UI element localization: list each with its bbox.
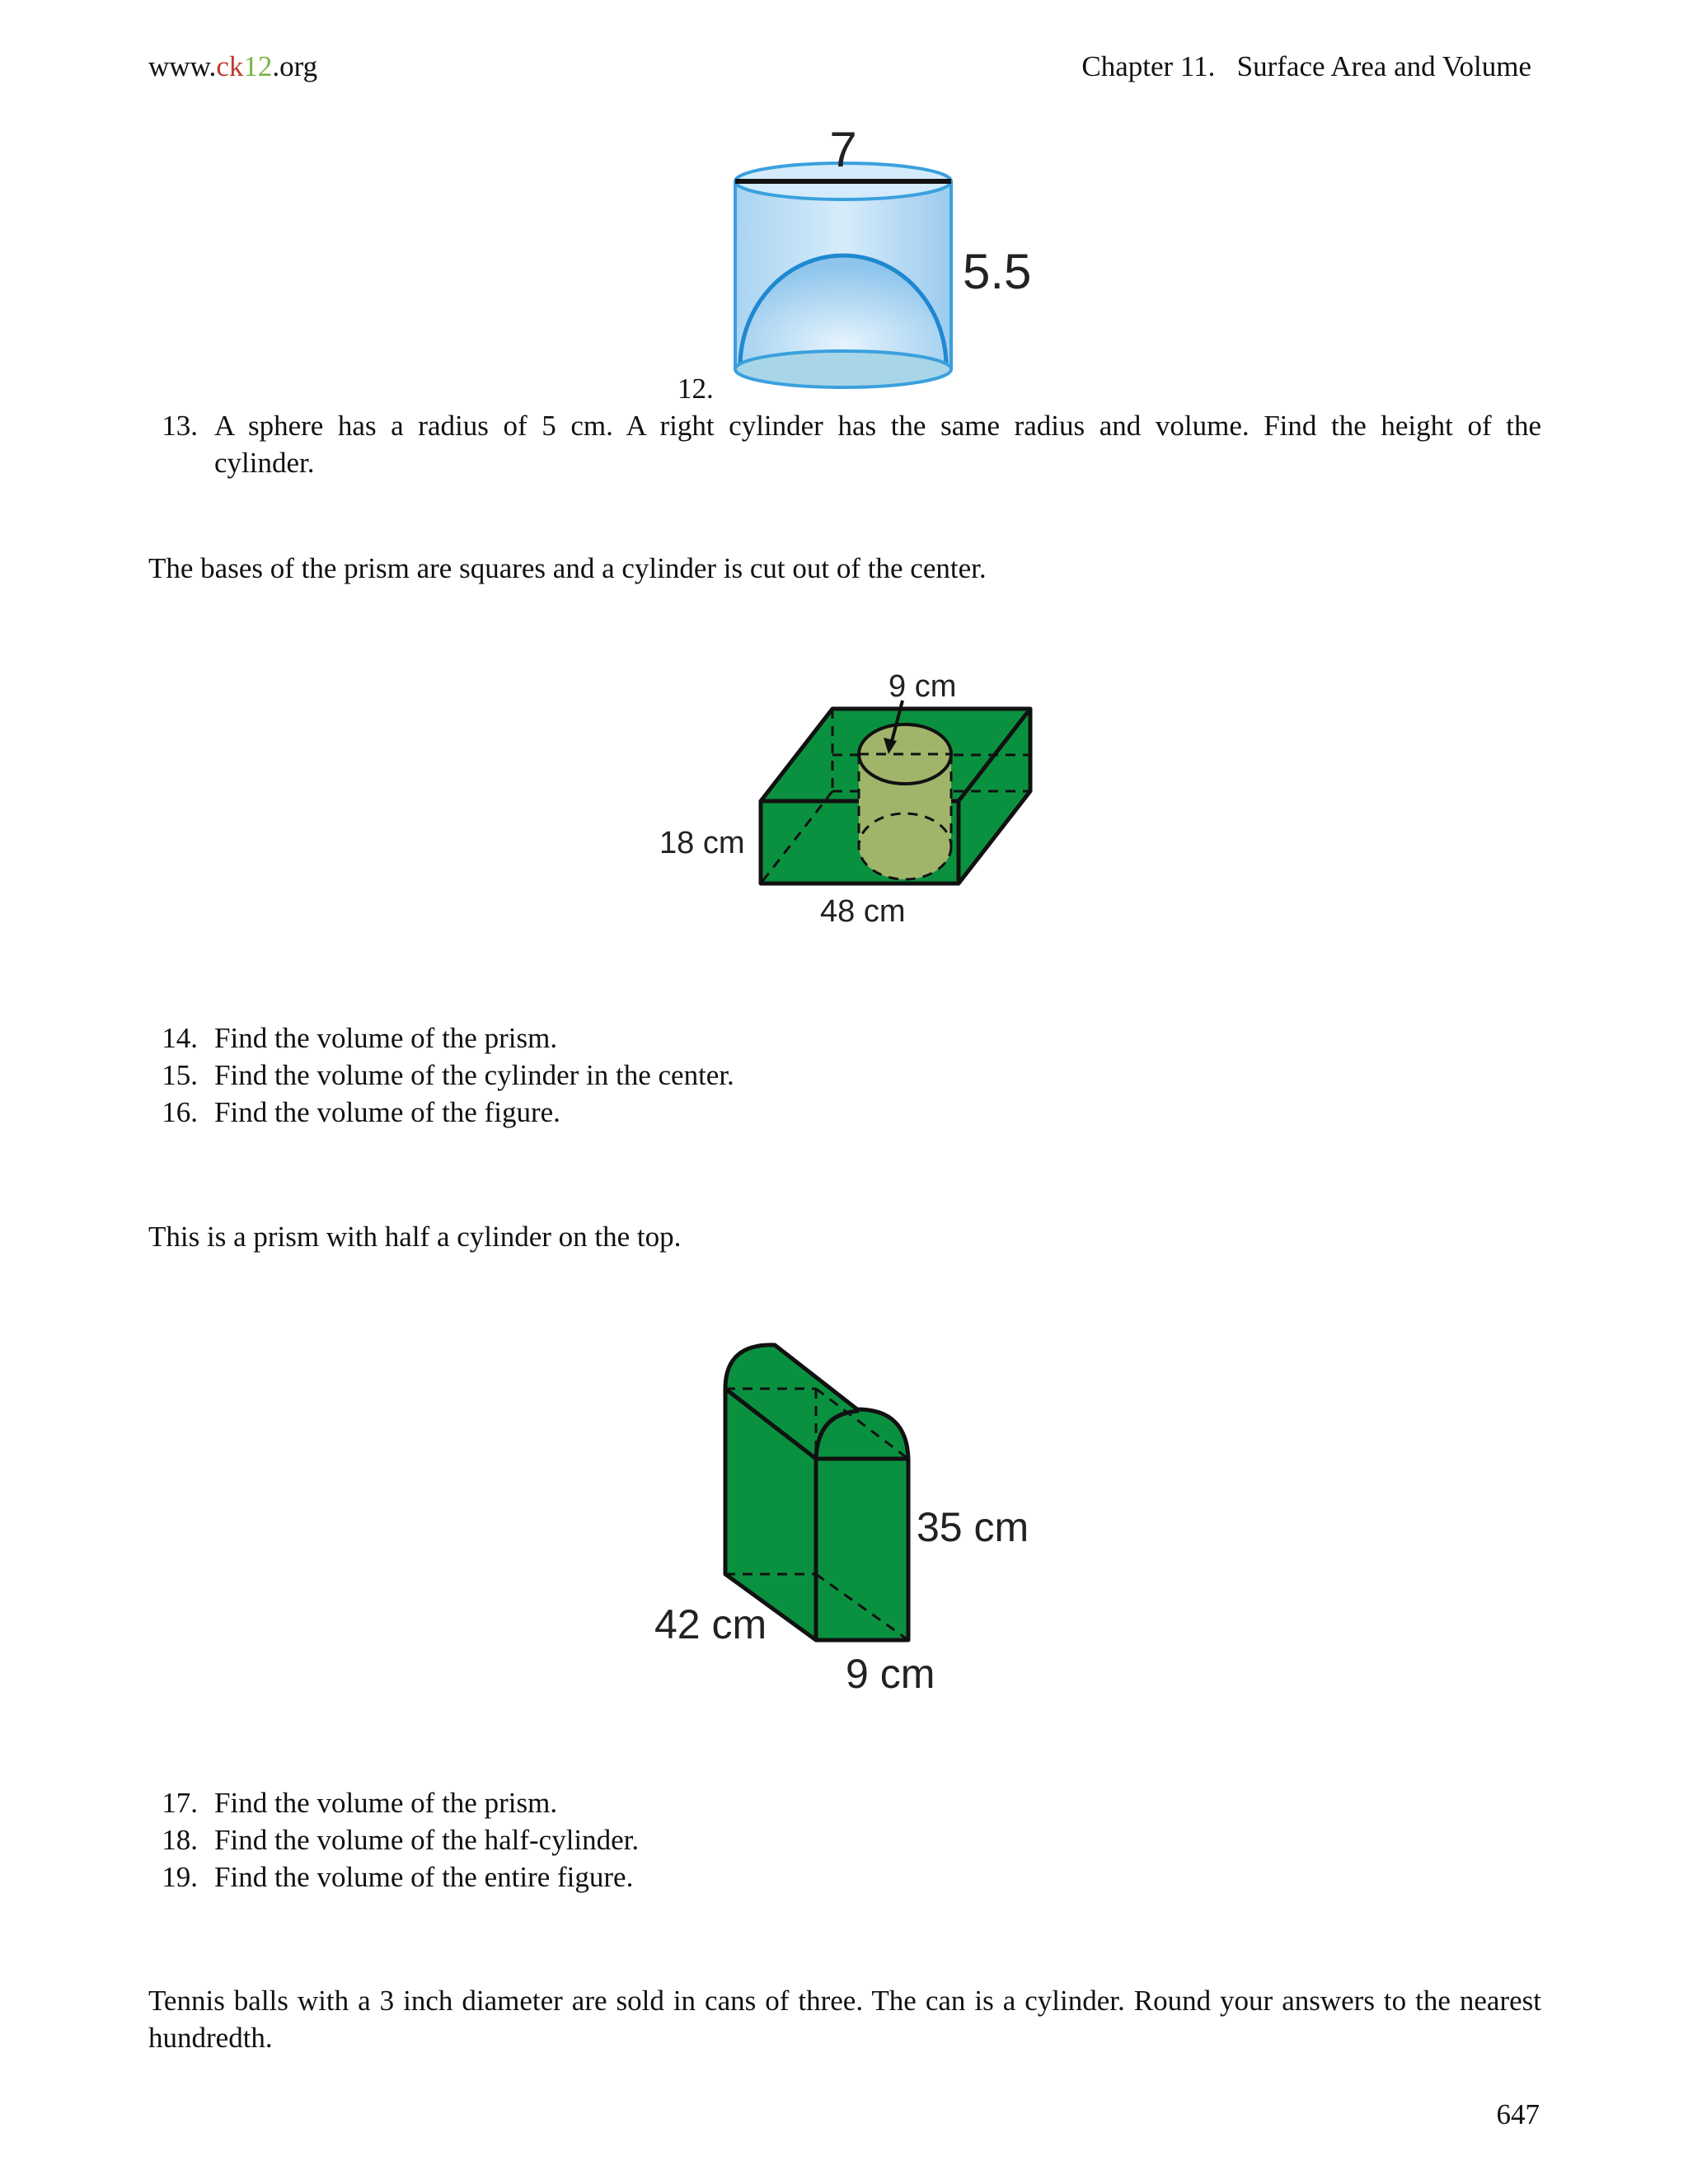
site-url-12: 12 (243, 50, 273, 82)
prism-cylinder-intro: The bases of the prism are squares and a cylinder is cut out of the center. (148, 552, 987, 584)
figure-12-number: 12. (678, 373, 714, 405)
tennis-ball-paragraph: Tennis balls with a 3 inch diameter are sold in cans of three. The can is a cylinder. Round your answers to the nearest hundredth. (148, 1985, 1541, 2054)
question-16 (148, 1094, 973, 1131)
height-label: 5.5 (963, 244, 1032, 299)
site-url-ck: ck (216, 50, 244, 82)
question-number: 13. (162, 410, 198, 442)
height-label: 35 cm (917, 1504, 1029, 1550)
cylinder-base (735, 351, 951, 387)
question-text: Find the volume of the prism. (214, 1022, 558, 1054)
prism-half-cylinder-figure (643, 1327, 1055, 1706)
prism-height-label: 18 cm (659, 826, 745, 860)
prism-base-label: 48 cm (820, 894, 906, 929)
question-17 (148, 1784, 973, 1821)
width-label: 9 cm (846, 1651, 935, 1697)
question-15 (148, 1057, 973, 1094)
cylinder-hemisphere-figure (725, 124, 1055, 404)
question-text-line2: cylinder. (214, 447, 315, 479)
chapter-header (1081, 48, 1531, 85)
prism-cylinder-figure (643, 655, 1055, 935)
top-diameter-label: 9 cm (889, 669, 957, 704)
question-number: 19. (162, 1861, 198, 1893)
question-number: 18. (162, 1824, 198, 1856)
page-number: 647 (1496, 2098, 1540, 2130)
half-cylinder-intro: This is a prism with half a cylinder on the top. (148, 1221, 682, 1253)
site-url-prefix: www. (148, 50, 217, 82)
question-text: Find the volume of the prism. (214, 1787, 558, 1819)
question-text: Find the volume of the entire figure. (214, 1861, 634, 1893)
question-18 (148, 1821, 973, 1858)
question-text: Find the volume of the cylinder in the center. (214, 1059, 734, 1091)
chapter-title: Surface Area and Volume (1236, 50, 1531, 82)
question-13 (148, 407, 1541, 485)
question-text: Find the volume of the figure. (214, 1096, 560, 1128)
question-number: 15. (162, 1059, 198, 1091)
question-14 (148, 1019, 973, 1057)
diameter-label: 7 (829, 124, 857, 177)
question-text-line1: A sphere has a radius of 5 cm. A right cylinder has the same radius and volume. Find the height of the (214, 410, 1541, 442)
question-19 (148, 1858, 973, 1896)
question-text: Find the volume of the half-cylinder. (214, 1824, 640, 1856)
chapter-number: Chapter 11. (1081, 50, 1216, 82)
site-url[interactable] (148, 48, 317, 85)
question-number: 14. (162, 1022, 198, 1054)
question-number: 16. (162, 1096, 198, 1128)
site-url-suffix: .org (272, 50, 318, 82)
length-label: 42 cm (654, 1601, 767, 1647)
question-number: 17. (162, 1787, 198, 1819)
